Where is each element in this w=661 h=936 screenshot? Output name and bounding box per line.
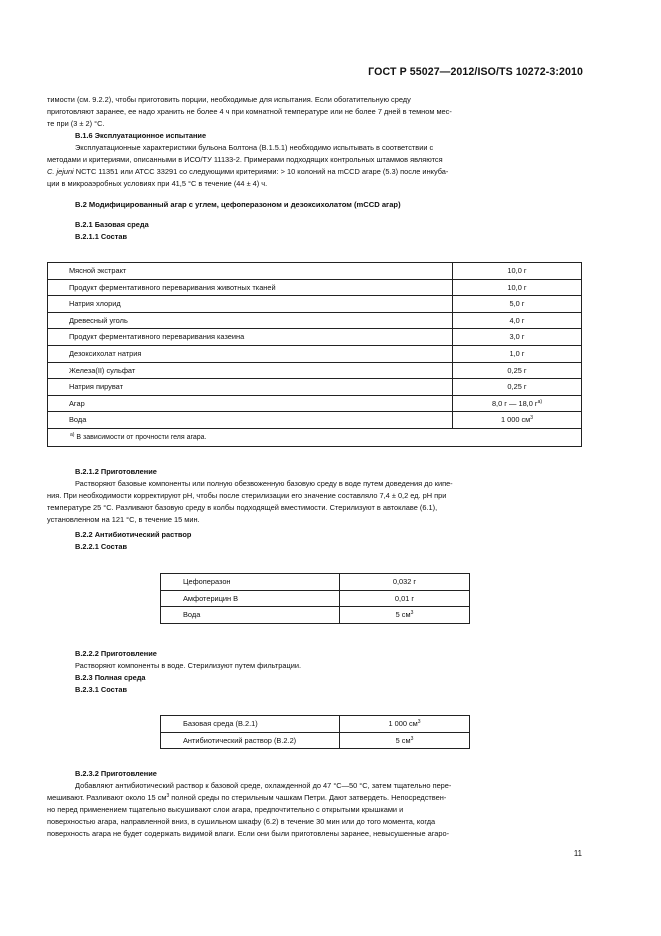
component-amount	[453, 395, 582, 412]
amount-value: 5 см	[395, 610, 411, 620]
section-heading-b212: В.2.1.2 Приготовление	[75, 467, 157, 476]
footnote-text: В зависимости от прочности геля агара.	[76, 433, 207, 441]
b232-line-text: мешивают. Разливают около 15 см	[47, 793, 167, 802]
table-row	[48, 379, 582, 396]
amount-value: 4,0 г	[509, 315, 525, 325]
section-heading-b22: В.2.2 Антибиотический раствор	[75, 530, 192, 539]
superscript: 3	[410, 610, 414, 617]
table-row	[48, 296, 582, 313]
amount-value: 1 000 см	[500, 415, 531, 425]
amount-value: 0,032 г	[392, 577, 417, 586]
table-row	[48, 362, 582, 379]
complete-medium-table	[160, 715, 470, 749]
component-amount	[453, 345, 582, 362]
b232-line	[47, 792, 581, 804]
table-row	[161, 574, 470, 591]
section-heading-b16: В.1.6 Эксплуатационное испытание	[75, 131, 207, 140]
table-row	[161, 732, 470, 749]
component-amount	[453, 296, 582, 313]
component-amount	[453, 379, 582, 396]
b16-line: Эксплуатационные характеристики бульона Болтона (В.1.5.1) необходимо испытывать в соответствии с	[75, 143, 434, 152]
amount-value: 8,0 г — 18,0 г	[491, 398, 538, 408]
superscript: 3	[417, 719, 421, 725]
component-name: Вода	[161, 607, 340, 624]
species-name: C. jejuni	[47, 167, 74, 176]
b16-line	[47, 166, 581, 178]
component-name: Дезоксихолат натрия	[48, 345, 453, 362]
amount-value: 5,0 г	[509, 299, 525, 309]
amount-value: 0,01 г	[394, 593, 415, 603]
superscript: 3	[410, 735, 414, 742]
b212-line: установленном на 121 °С, в течение 15 мин.	[47, 515, 200, 524]
table-row	[48, 312, 582, 329]
table-row	[48, 329, 582, 346]
amount-value: 1 000 см	[388, 719, 418, 728]
component-amount	[453, 329, 582, 346]
page-number: 11	[573, 849, 582, 858]
b232-line: Добавляют антибиотический раствор к базовой среде, охлажденной до 47 °С—50 °С, затем тщательно пере-	[75, 781, 452, 790]
component-amount	[453, 312, 582, 329]
component-name: Натрия пируват	[48, 379, 453, 396]
composition-table-note	[48, 428, 582, 446]
antibiotic-table	[160, 573, 470, 624]
section-heading-b23: В.2.3 Полная среда	[75, 673, 146, 682]
component-amount	[453, 279, 582, 296]
component-name: Агар	[48, 395, 453, 412]
table-row	[48, 412, 582, 429]
component-amount	[453, 263, 582, 280]
section-heading-b211: В.2.1.1 Состав	[75, 232, 128, 241]
footnote-mark: a)	[70, 431, 75, 438]
b232-line: поверхность агара не будет содержать видимой влаги. Если они были приготовлены заранее, невысушенные агаро-	[47, 829, 450, 838]
amount-value: 0,25 г	[507, 365, 527, 375]
b16-line-text: NCTC 11351 или ATCC 33291 со следующими критериями: > 10 колоний на mCCD агаре (5.3) после инкуба-	[73, 167, 449, 176]
component-name: Вода	[48, 412, 453, 429]
table-row	[48, 395, 582, 412]
component-name: Продукт ферментативного переваривания животных тканей	[48, 279, 453, 296]
superscript: 3	[166, 793, 170, 799]
component-name: Продукт ферментативного переваривания казеина	[48, 329, 453, 346]
component-name: Базовая среда (В.2.1)	[161, 716, 340, 733]
superscript: a)	[537, 398, 543, 405]
document-header: ГОСТ Р 55027—2012/ISO/TS 10272-3:2010	[368, 66, 583, 78]
amount-value: 3,0 г	[509, 332, 525, 342]
component-amount	[340, 716, 470, 733]
table-row	[48, 263, 582, 280]
component-name: Антибиотический раствор (В.2.2)	[161, 732, 340, 749]
b212-line: Растворяют базовые компоненты или полную обезвоженную базовую среду в воде путем доведения до кипе-	[75, 479, 453, 488]
b212-line: температуре 25 °С. Разливают базовую среду в колбы подходящей вместимости. Стерилизуют в автоклаве (6.1),	[47, 503, 438, 512]
amount-value: 1,0 г	[509, 348, 525, 358]
section-heading-b221: В.2.2.1 Состав	[75, 542, 128, 551]
table-row	[161, 590, 470, 607]
section-heading-b2: В.2 Модифицированный агар с углем, цефоперазоном и дезоксихолатом (mCCD агар)	[75, 200, 401, 209]
composition-table	[47, 262, 582, 447]
table-row	[48, 345, 582, 362]
component-amount	[340, 607, 470, 624]
b232-line-text: полной среды по стерильным чашкам Петри. Дают затвердеть. Непосредствен-	[169, 793, 447, 802]
component-name: Амфотерицин В	[161, 590, 340, 607]
amount-value: 0,25 г	[507, 382, 527, 392]
superscript: 3	[530, 415, 534, 422]
intro-line: те при (3 ± 2) °С.	[47, 119, 105, 128]
table-row	[48, 279, 582, 296]
b16-line: методами и критериями, описанными в ИСО/ТУ 11133-2. Примерами подходящих контрольных штаммов являются	[47, 155, 443, 164]
b212-line: ния. При необходимости корректируют pH, чтобы после стерилизации его значение составляло 7,4 ± 0,2 ед. pH при	[47, 491, 447, 500]
amount-value: 5 см	[395, 735, 411, 745]
amount-value: 10,0 г	[507, 266, 527, 275]
component-amount	[340, 590, 470, 607]
table-footnote	[48, 428, 582, 446]
b232-line: но перед применением тщательно высушивают слои агара, предпочтительно с открытыми крышками и	[47, 805, 404, 814]
component-amount	[340, 574, 470, 591]
b222-line: Растворяют компоненты в воде. Стерилизуют путем фильтрации.	[75, 661, 302, 670]
component-name: Железа(II) сульфат	[48, 362, 453, 379]
intro-line: приготовляют заранее, ее надо хранить не более 4 ч при комнатной температуре или не более 7 дней в темном мес-	[47, 107, 452, 116]
component-amount	[340, 732, 470, 749]
component-name: Цефоперазон	[161, 574, 340, 591]
section-heading-b21: В.2.1 Базовая среда	[75, 220, 149, 229]
component-name: Натрия хлорид	[48, 296, 453, 313]
amount-value: 10,0 г	[507, 282, 527, 292]
component-name: Мясной экстракт	[48, 263, 453, 280]
section-heading-b231: В.2.3.1 Состав	[75, 685, 128, 694]
section-heading-b232: В.2.3.2 Приготовление	[75, 769, 157, 778]
b232-line: поверхностью агара, направленной вниз, в сушильном шкафу (6.2) в течение 30 мин или до того момента, когда	[47, 817, 436, 826]
component-name: Древесный уголь	[48, 312, 453, 329]
table-row	[161, 607, 470, 624]
component-amount	[453, 412, 582, 429]
b16-line: ции в микроаэробных условиях при 41,5 °С в течение (44 ± 4) ч.	[47, 179, 268, 188]
section-heading-b222: В.2.2.2 Приготовление	[75, 649, 157, 658]
table-row	[161, 716, 470, 733]
intro-line: тимости (см. 9.2.2), чтобы приготовить порции, необходимые для испытания. Если обогатительную среду	[47, 95, 411, 104]
component-amount	[453, 362, 582, 379]
